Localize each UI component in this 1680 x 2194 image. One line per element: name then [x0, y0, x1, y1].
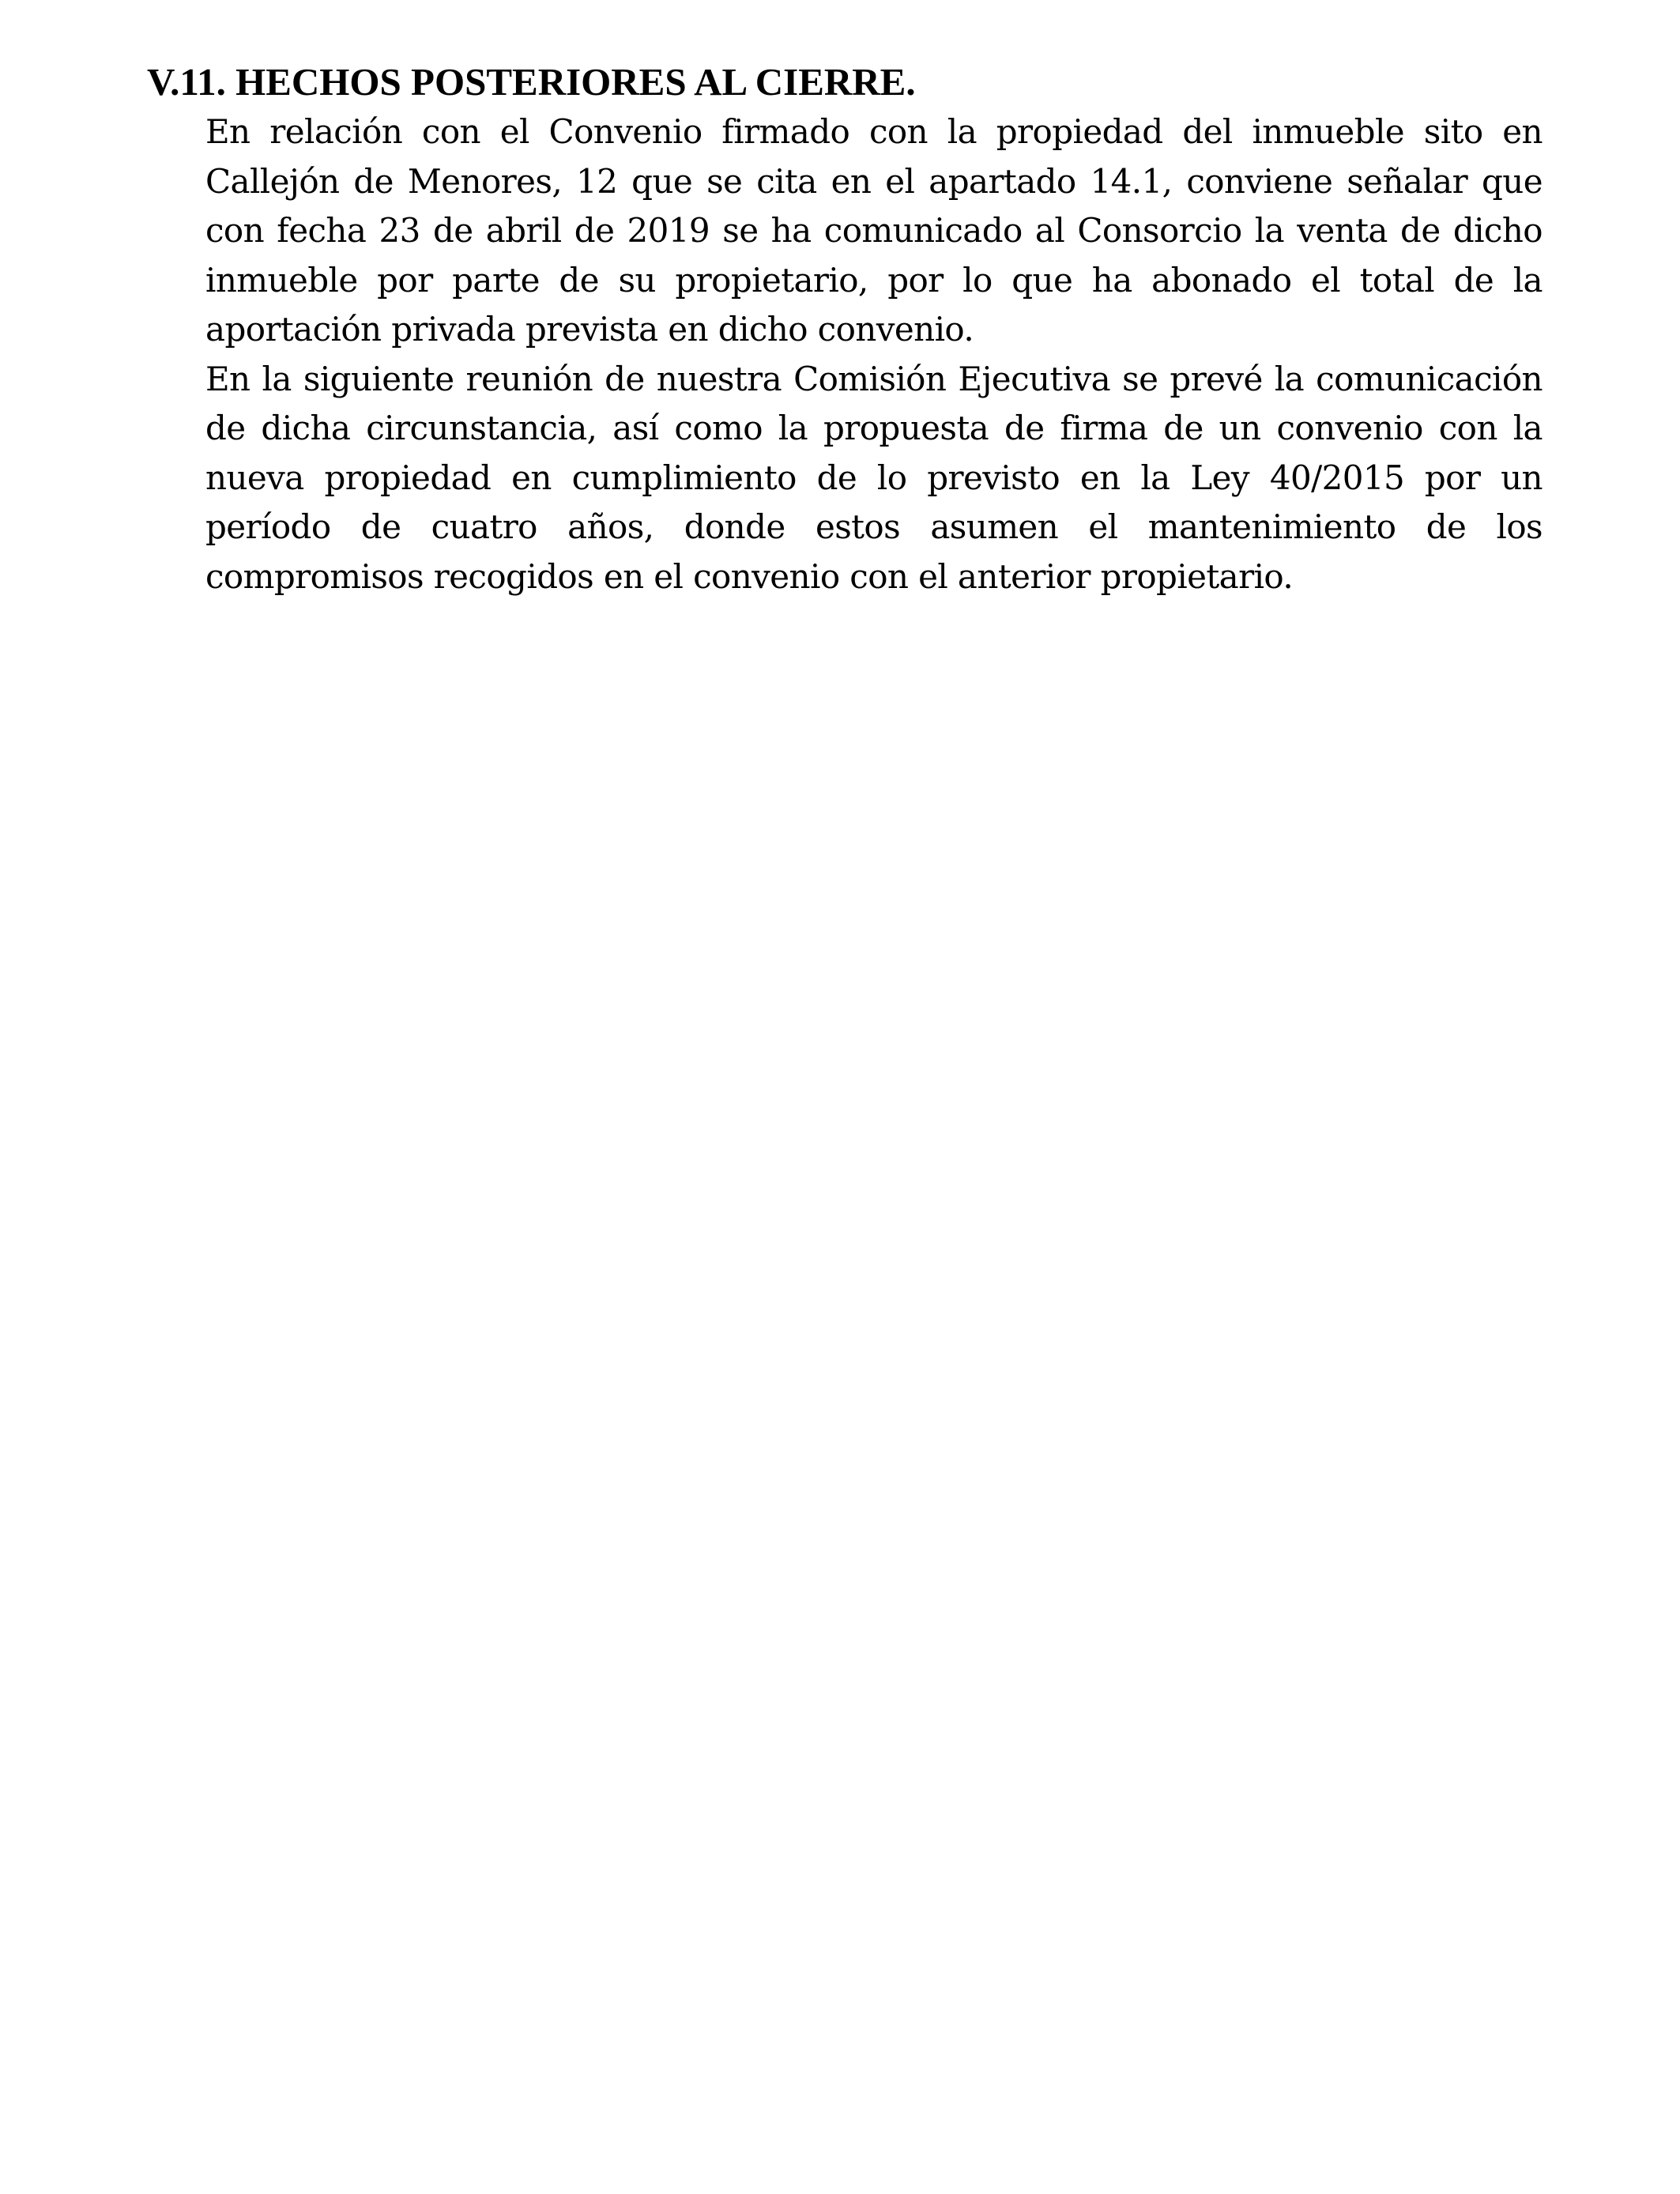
- paragraph-2: En la siguiente reunión de nuestra Comisión Ejecutiva se prevé la comunicación de dicha circunstancia, así como la propuesta de firma de un convenio con la nueva propiedad en cumplimiento de lo previsto en la Ley 40/2015 por un período de cuatro años, donde estos asumen el mantenimiento de los compromisos recogidos en el convenio con el anterior propietario.: [205, 359, 1543, 596]
- section-heading: V.11. HECHOS POSTERIORES AL CIERRE.: [147, 60, 916, 104]
- section-body: [205, 107, 1543, 601]
- paragraph-1: En relación con el Convenio firmado con la propiedad del inmueble sito en Callejón de Menores, 12 que se cita en el apartado 14.1, conviene señalar que con fecha 23 de abril de 2019 se ha comunicado al Consorcio la venta de dicho inmueble por parte de su propietario, por lo que ha abonado el total de la aportación privada prevista en dicho convenio.: [205, 112, 1543, 349]
